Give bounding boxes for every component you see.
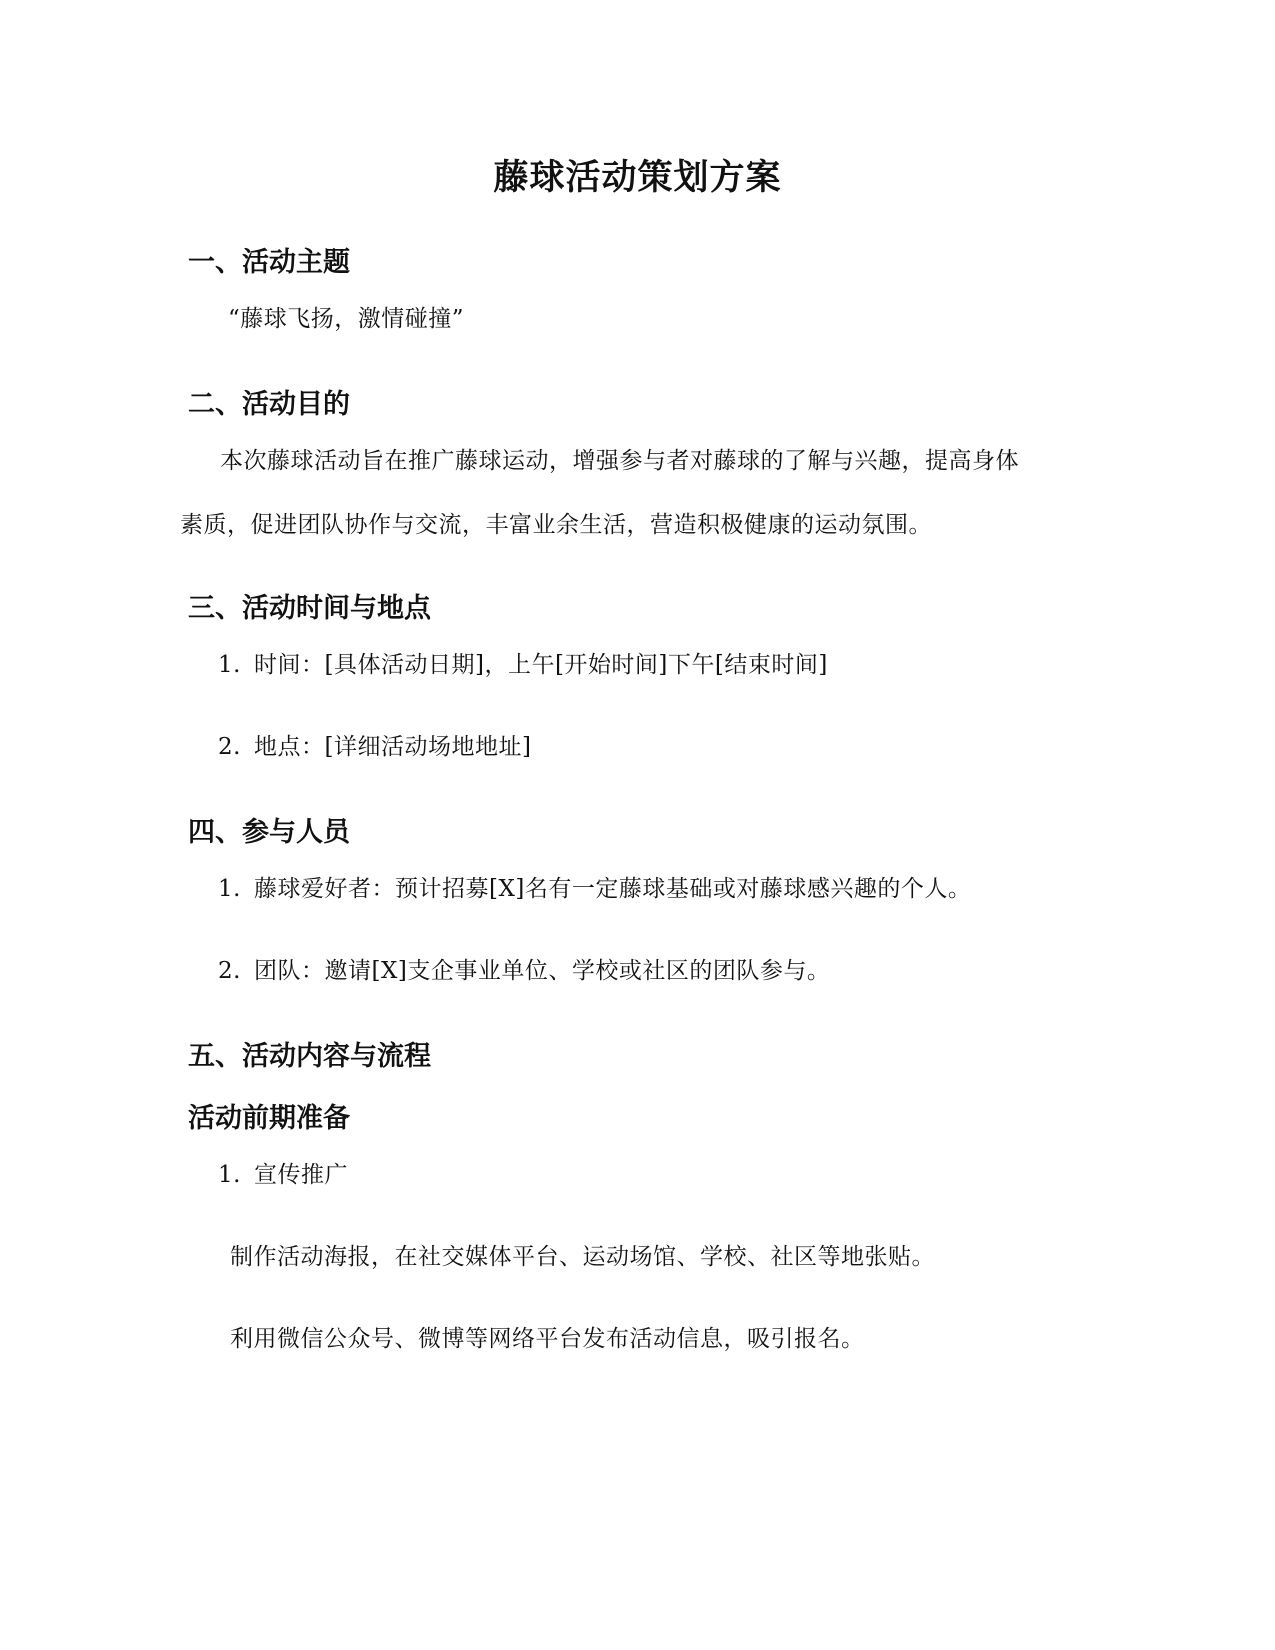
section-heading-content-flow: 五、活动内容与流程 <box>188 1041 431 1072</box>
list-number: 1. <box>218 1162 241 1188</box>
list-number: 2. <box>218 958 241 984</box>
promotion-paragraph-online: 利用微信公众号、微博等网络平台发布活动信息，吸引报名。 <box>230 1326 865 1352</box>
section-heading-time-place: 三、活动时间与地点 <box>188 593 431 624</box>
list-number: 1. <box>218 652 241 678</box>
document-title: 藤球活动策划方案 <box>493 158 782 198</box>
list-item-promotion <box>218 1156 348 1189</box>
purpose-paragraph-line-2: 素质，促进团队协作与交流，丰富业余生活，营造积极健康的运动氛围。 <box>180 512 932 538</box>
purpose-paragraph-line-1: 本次藤球活动旨在推广藤球运动，增强参与者对藤球的了解与兴趣，提高身体 <box>220 448 1019 474</box>
list-text: 宣传推广 <box>254 1162 348 1188</box>
list-item-place <box>218 728 531 761</box>
subheading-preparation: 活动前期准备 <box>188 1103 350 1134</box>
section-heading-purpose: 二、活动目的 <box>188 389 350 420</box>
promotion-paragraph-posters: 制作活动海报，在社交媒体平台、运动场馆、学校、社区等地张贴。 <box>230 1244 935 1270</box>
section-heading-participants: 四、参与人员 <box>188 817 350 848</box>
list-item-enthusiasts <box>218 870 971 903</box>
list-text: 藤球爱好者：预计招募[X]名有一定藤球基础或对藤球感兴趣的个人。 <box>254 876 972 902</box>
list-text: 地点：[详细活动场地地址] <box>254 734 532 760</box>
theme-slogan: “藤球飞扬，激情碰撞” <box>228 306 465 332</box>
list-text: 时间：[具体活动日期]，上午[开始时间]下午[结束时间] <box>254 652 828 678</box>
section-heading-theme: 一、活动主题 <box>188 247 350 278</box>
list-number: 1. <box>218 876 241 902</box>
list-text: 团队：邀请[X]支企事业单位、学校或社区的团队参与。 <box>254 958 831 984</box>
list-item-teams <box>218 952 830 985</box>
list-number: 2. <box>218 734 241 760</box>
list-item-time <box>218 646 828 679</box>
